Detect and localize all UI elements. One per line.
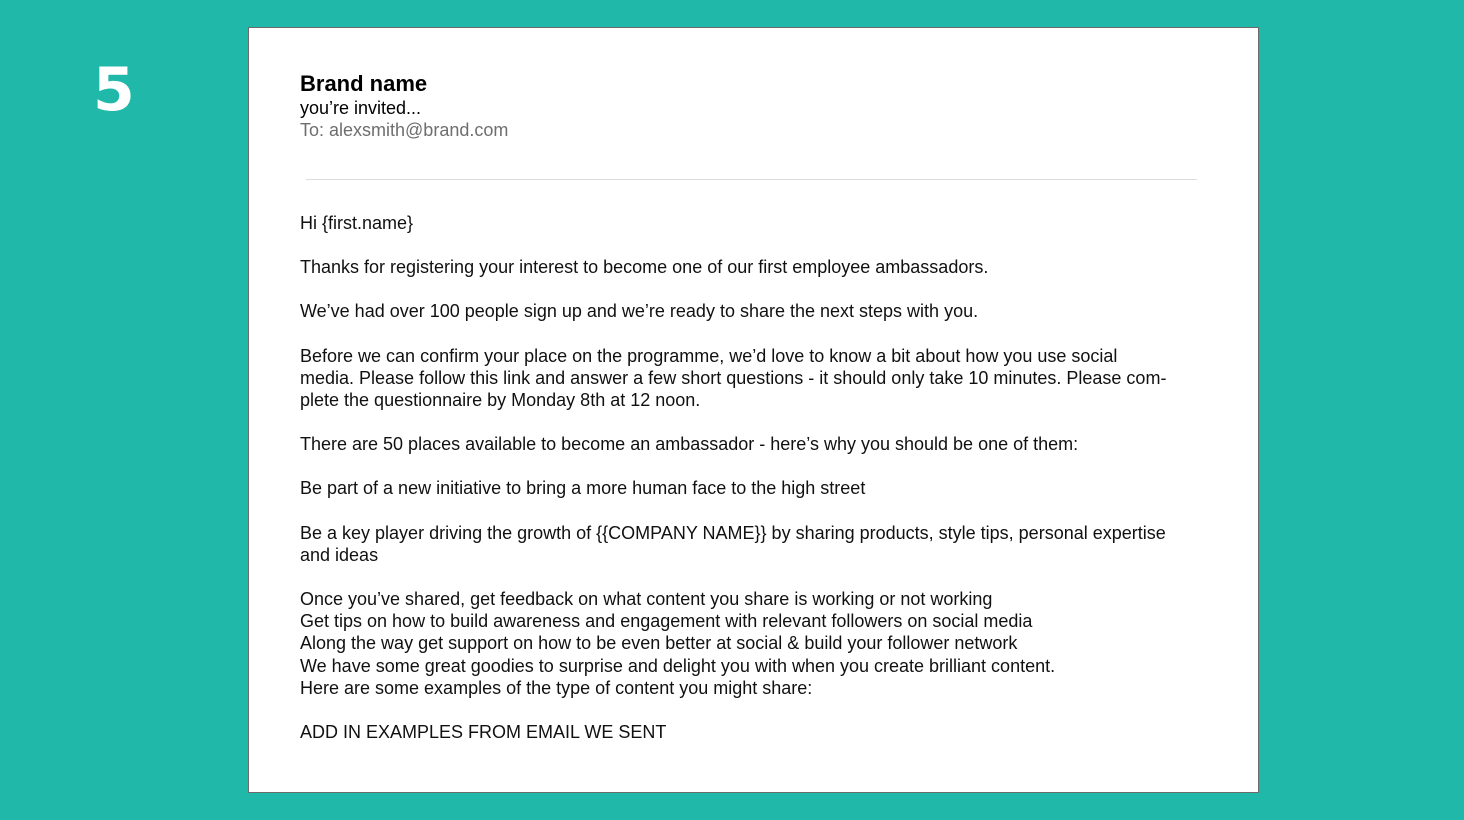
body-line: plete the questionnaire by Monday 8th at 12 noon. bbox=[300, 390, 701, 411]
body-line: We have some great goodies to surprise and delight you with when you create brilliant content. bbox=[300, 655, 1056, 676]
brand-name: Brand name bbox=[300, 71, 428, 96]
body-paragraph-1: Thanks for registering your interest to become one of our first employee ambassadors. bbox=[300, 257, 989, 278]
email-subject: you’re invited... bbox=[300, 98, 422, 118]
body-paragraph-5: Be part of a new initiative to bring a more human face to the high street bbox=[300, 478, 866, 499]
body-line: Be a key player driving the growth of {{COMPANY NAME}} by sharing products, style tips, personal expertise bbox=[300, 522, 1166, 543]
body-line: media. Please follow this link and answer a few short questions - it should only take 10 minutes. Please com- bbox=[300, 367, 1167, 388]
body-paragraph-7 bbox=[300, 588, 1210, 699]
body-paragraph-4: There are 50 places available to become an ambassador - here’s why you should be one of them: bbox=[300, 434, 1079, 455]
body-paragraph-6 bbox=[300, 522, 1210, 566]
body-paragraph-3 bbox=[300, 345, 1210, 412]
email-body bbox=[300, 212, 1210, 765]
body-line: Get tips on how to build awareness and engagement with relevant followers on social media bbox=[300, 611, 1033, 632]
body-line: and ideas bbox=[300, 544, 379, 565]
body-line: Before we can confirm your place on the programme, we’d love to know a bit about how you use social bbox=[300, 345, 1118, 366]
body-line: Along the way get support on how to be even better at social & build your follower network bbox=[300, 633, 1018, 654]
body-line: Here are some examples of the type of content you might share: bbox=[300, 677, 813, 698]
body-paragraph-8: ADD IN EXAMPLES FROM EMAIL WE SENT bbox=[300, 722, 667, 743]
header-divider bbox=[306, 179, 1197, 180]
slide-number: 5 bbox=[93, 55, 135, 125]
email-header bbox=[300, 70, 508, 142]
email-recipient: To: alexsmith@brand.com bbox=[300, 120, 509, 140]
email-preview bbox=[248, 27, 1259, 793]
greeting: Hi {first.name} bbox=[300, 213, 414, 233]
body-paragraph-2: We’ve had over 100 people sign up and we’re ready to share the next steps with you. bbox=[300, 301, 979, 322]
body-line: Once you’ve shared, get feedback on what content you share is working or not working bbox=[300, 589, 993, 610]
